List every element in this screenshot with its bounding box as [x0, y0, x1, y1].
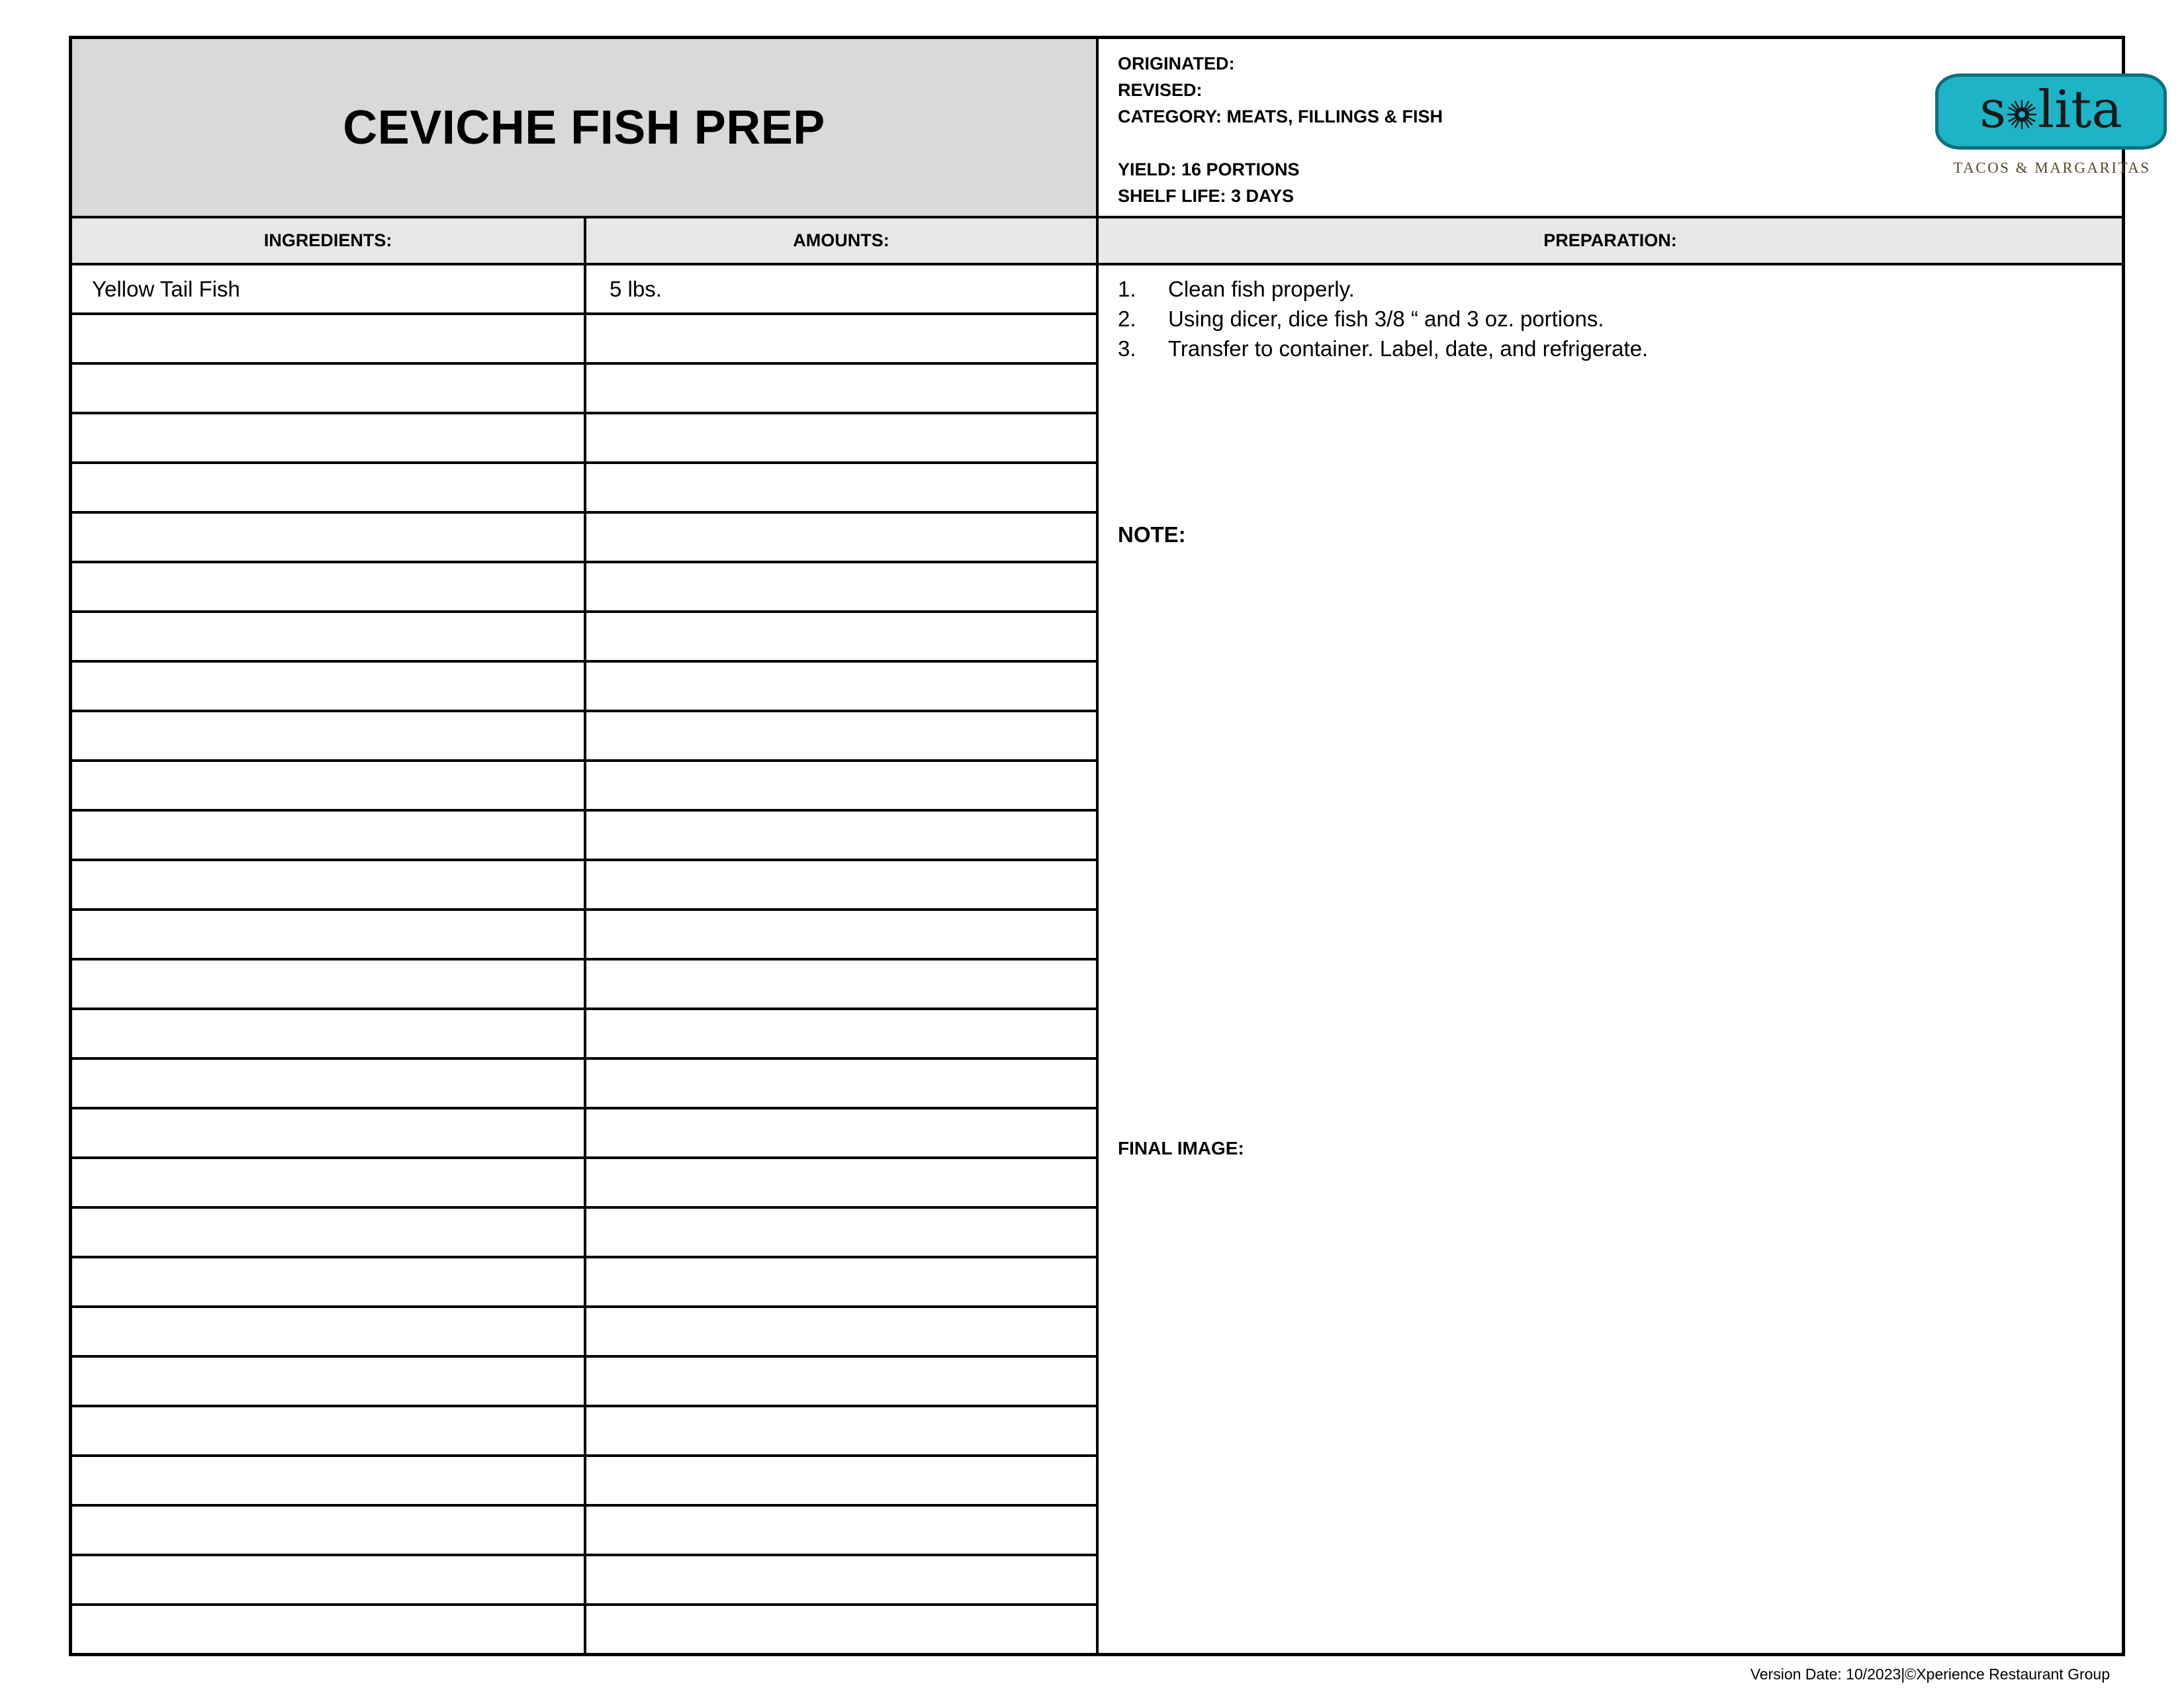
preparation-step: [1118, 334, 1648, 363]
preparation-header: PREPARATION:: [1099, 218, 2122, 265]
originated-label: ORIGINATED:: [1118, 54, 1235, 73]
amount-cell: [586, 1209, 1099, 1256]
amount-cell: [586, 911, 1099, 958]
table-row: [72, 1556, 1099, 1606]
ingredient-cell: [72, 911, 586, 958]
table-row: [72, 911, 1099, 961]
preparation-step: [1118, 304, 1648, 334]
step-number: 3.: [1118, 336, 1136, 361]
amount-cell: [586, 563, 1099, 610]
amount-cell: [586, 1308, 1099, 1355]
step-number: 2.: [1118, 306, 1136, 331]
amount-cell: [586, 315, 1099, 362]
table-row: [72, 1507, 1099, 1556]
ingredient-cell: [72, 464, 586, 511]
step-number: 1.: [1118, 277, 1136, 301]
table-row: [72, 464, 1099, 514]
table-row: [72, 1457, 1099, 1507]
ingredient-cell: [72, 1308, 586, 1355]
amount-cell: [586, 414, 1099, 461]
logo-tagline: TACOS & MARGARITAS: [1953, 160, 2151, 176]
ingredient-cell: [72, 613, 586, 660]
table-row: [72, 1606, 1099, 1656]
preparation-steps: [1118, 274, 1648, 363]
step-text: Using dicer, dice fish 3/8 “ and 3 oz. portions.: [1168, 306, 1604, 331]
ingredient-cell: [72, 1109, 586, 1156]
amount-cell: 5 lbs.: [586, 265, 1099, 312]
table-row: [72, 712, 1099, 762]
meta-info: [1118, 50, 1443, 209]
step-text: Clean fish properly.: [1168, 277, 1355, 301]
amount-cell: [586, 812, 1099, 859]
ingredient-cell: [72, 1060, 586, 1107]
table-row: [72, 1358, 1099, 1407]
table-row: [72, 563, 1099, 613]
table-row: [72, 414, 1099, 464]
revised-label: REVISED:: [1118, 80, 1203, 100]
table-row: [72, 861, 1099, 911]
table-row: [72, 514, 1099, 563]
ingredient-cell: [72, 514, 586, 561]
version-footer: Version Date: 10/2023|©Xperience Restaurant Group: [1750, 1665, 2110, 1683]
amount-cell: [586, 663, 1099, 710]
amount-cell: [586, 1060, 1099, 1107]
table-row: [72, 812, 1099, 861]
amount-cell: [586, 1109, 1099, 1156]
table-row: [72, 613, 1099, 663]
amount-cell: [586, 861, 1099, 908]
ingredient-cell: [72, 315, 586, 362]
amount-cell: [586, 1358, 1099, 1405]
amount-cell: [586, 1159, 1099, 1206]
table-row: [72, 1109, 1099, 1159]
ingredient-cell: [72, 1556, 586, 1603]
shelf-life-label: SHELF LIFE: 3 DAYS: [1118, 186, 1295, 206]
table-row: [72, 265, 1099, 315]
amount-cell: [586, 1556, 1099, 1603]
note-label: NOTE:: [1118, 522, 1186, 547]
table-row: [72, 1258, 1099, 1308]
ingredient-cell: [72, 762, 586, 809]
ingredient-cell: [72, 1457, 586, 1504]
recipe-title: CEVICHE FISH PREP: [343, 101, 825, 154]
logo-badge: [1935, 73, 2167, 150]
amount-cell: [586, 365, 1099, 412]
amount-cell: [586, 762, 1099, 809]
amount-cell: [586, 1606, 1099, 1656]
ingredient-cell: [72, 1407, 586, 1454]
ingredient-cell: [72, 861, 586, 908]
logo-wordmark: s lita: [1979, 79, 2122, 140]
amount-cell: [586, 1457, 1099, 1504]
table-row: [72, 1308, 1099, 1358]
solita-logo: [1935, 73, 2179, 226]
amount-cell: [586, 712, 1099, 759]
final-image-label: FINAL IMAGE:: [1118, 1138, 1244, 1158]
ingredient-cell: [72, 961, 586, 1008]
preparation-step: [1118, 274, 1648, 304]
ingredient-cell: [72, 1159, 586, 1206]
table-row: [72, 1010, 1099, 1060]
ingredient-cell: [72, 365, 586, 412]
amount-cell: [586, 1407, 1099, 1454]
amount-cell: [586, 613, 1099, 660]
amount-cell: [586, 961, 1099, 1008]
ingredient-cell: [72, 712, 586, 759]
amount-cell: [586, 1258, 1099, 1305]
table-row: [72, 315, 1099, 365]
ingredient-cell: [72, 1358, 586, 1405]
amount-cell: [586, 1010, 1099, 1057]
ingredient-cell: [72, 1010, 586, 1057]
ingredients-header: INGREDIENTS:: [72, 218, 586, 265]
title-cell: [72, 39, 1099, 218]
ingredient-cell: [72, 1507, 586, 1554]
ingredient-cell: Yellow Tail Fish: [72, 265, 586, 312]
yield-label: YIELD: 16 PORTIONS: [1118, 160, 1300, 179]
amount-cell: [586, 464, 1099, 511]
category-label: CATEGORY: MEATS, FILLINGS & FISH: [1118, 107, 1443, 126]
table-row: [72, 1209, 1099, 1258]
amount-cell: [586, 1507, 1099, 1554]
ingredient-cell: [72, 812, 586, 859]
table-row: [72, 1159, 1099, 1209]
ingredient-cell: [72, 1258, 586, 1305]
ingredient-cell: [72, 663, 586, 710]
meta-cell: [1099, 39, 2151, 218]
ingredient-cell: [72, 1606, 586, 1656]
table-row: [72, 663, 1099, 712]
ingredient-cell: [72, 1209, 586, 1256]
recipe-sheet: [69, 36, 2151, 1656]
table-row: [72, 961, 1099, 1010]
amount-cell: [586, 514, 1099, 561]
amounts-header: AMOUNTS:: [586, 218, 1099, 265]
table-row: [72, 762, 1099, 812]
table-row: [72, 1060, 1099, 1109]
preparation-section: [1099, 265, 2122, 1653]
step-text: Transfer to container. Label, date, and refrigerate.: [1168, 336, 1649, 361]
table-row: [72, 365, 1099, 414]
ingredients-table: [72, 265, 1099, 1656]
ingredient-cell: [72, 414, 586, 461]
sun-icon: [2007, 99, 2037, 130]
ingredient-cell: [72, 563, 586, 610]
table-row: [72, 1407, 1099, 1457]
